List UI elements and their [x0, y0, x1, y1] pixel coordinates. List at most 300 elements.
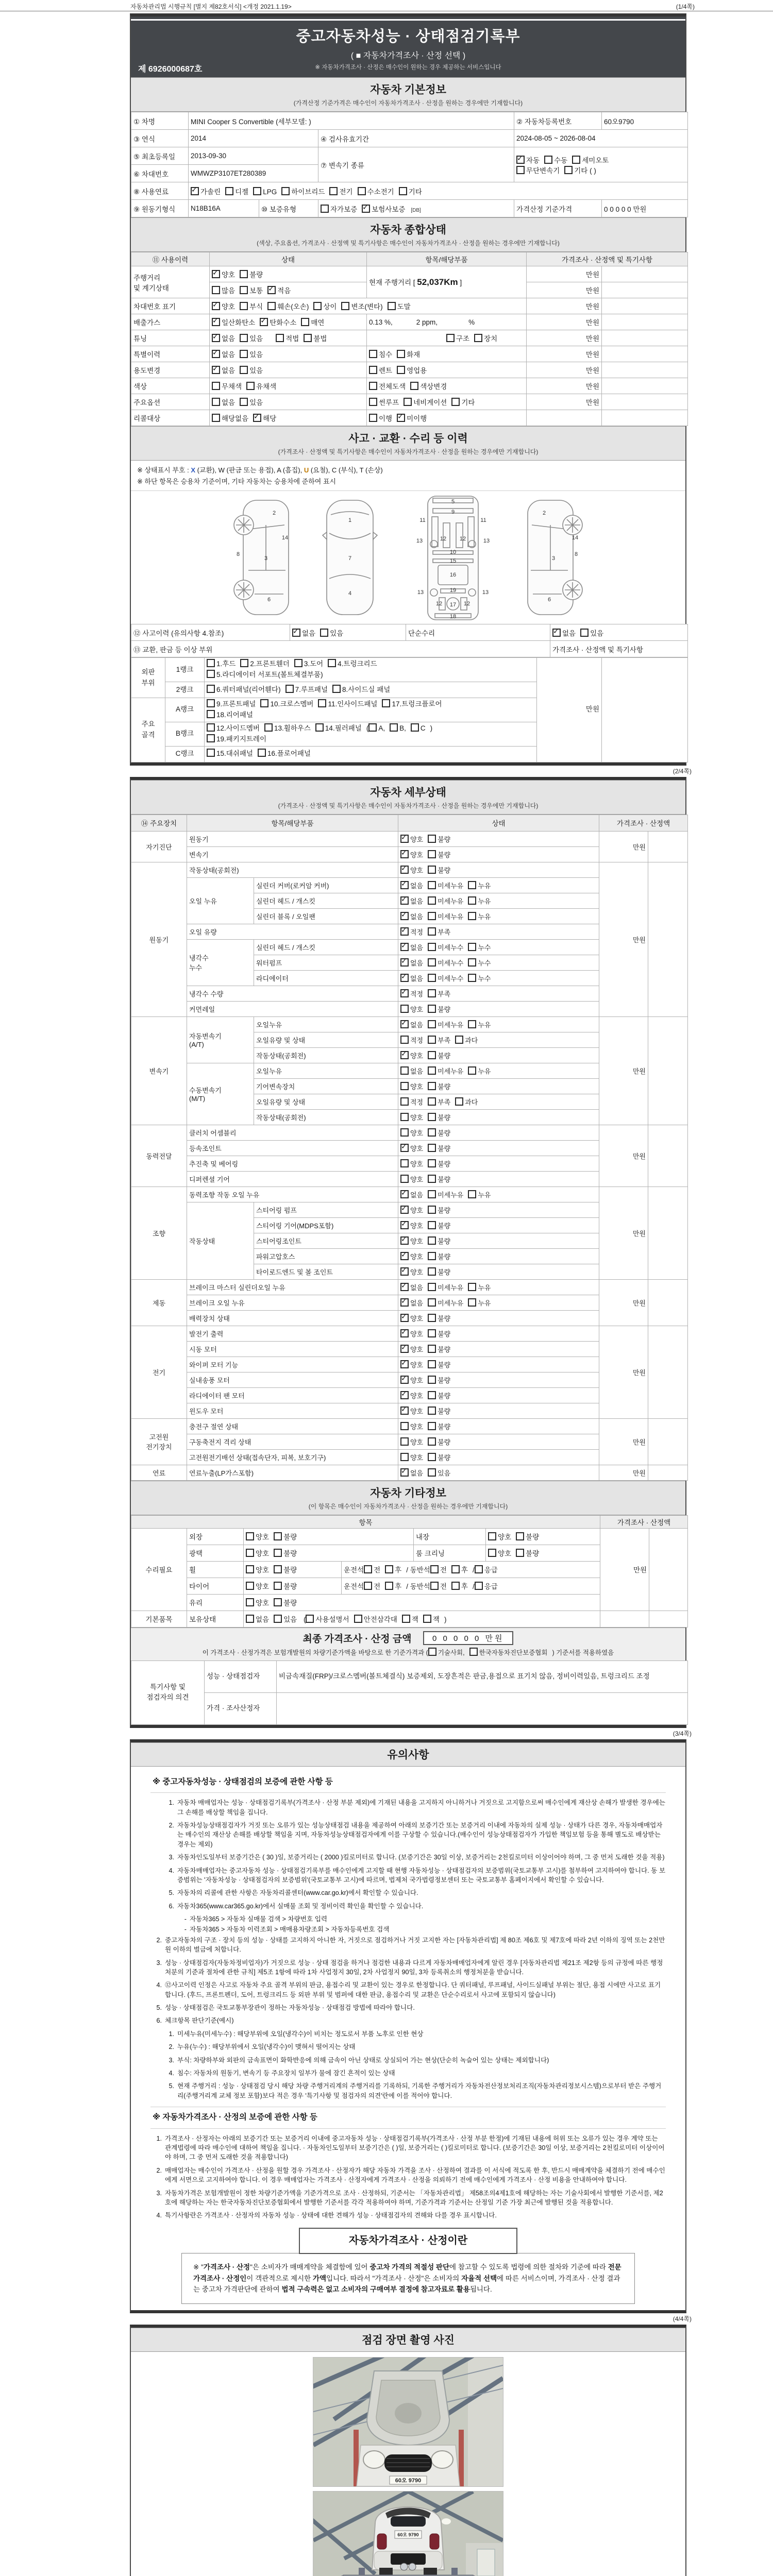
text: 연료누출(LP가스포함) [189, 1469, 254, 1477]
checkbox-후[interactable] [451, 1565, 460, 1573]
notice-item [150, 2029, 666, 2039]
checkbox-누유[interactable] [468, 1190, 476, 1198]
page-number-3: (3/4쪽) [673, 1730, 692, 1737]
checkbox-없음[interactable] [292, 629, 300, 637]
checkbox-미세누유[interactable] [428, 912, 436, 920]
checkbox-양호[interactable] [400, 1144, 409, 1152]
checkbox-19.패키지트레이[interactable] [207, 734, 215, 742]
form-cell [187, 1465, 398, 1480]
checkbox-option [400, 1375, 423, 1385]
checkbox-미세누유[interactable] [428, 896, 436, 905]
checkbox-누수[interactable] [468, 974, 476, 982]
checkbox-불량[interactable] [428, 850, 436, 858]
base-price-value [602, 200, 688, 217]
form-cell [131, 1279, 187, 1326]
checkbox-해당[interactable] [253, 414, 261, 422]
checkbox-영업용[interactable] [397, 366, 405, 374]
checkbox-상이[interactable] [313, 302, 322, 310]
checkbox-불량[interactable] [428, 1221, 436, 1229]
checkbox-적정[interactable] [400, 1036, 409, 1044]
checkbox-없음[interactable] [400, 1468, 409, 1477]
checkbox-누유[interactable] [468, 1283, 476, 1291]
checkbox-option [428, 1035, 450, 1045]
checkbox-미세누유[interactable] [428, 1298, 436, 1307]
checkbox-6.쿼터패널(리어휀다)[interactable] [207, 685, 215, 693]
checkbox-수소전기[interactable] [358, 187, 366, 195]
checkbox-양호[interactable] [400, 1267, 409, 1276]
checkbox-잭[interactable] [402, 1615, 410, 1623]
checkbox-16.플로어패널[interactable] [258, 749, 266, 757]
checkbox-양호[interactable] [246, 1549, 254, 1557]
checkbox-누유[interactable] [468, 881, 476, 889]
checkbox-15.대쉬패널[interactable] [207, 749, 215, 757]
checkbox-label: 양호 [256, 1583, 270, 1591]
form-cell [414, 1528, 486, 1545]
checkbox-불량[interactable] [516, 1549, 524, 1557]
checkbox-17.트렁크플로어[interactable] [382, 699, 390, 707]
form-cell [187, 1295, 398, 1310]
checkbox-label: 미세누유 [438, 1067, 464, 1075]
checkbox-option [428, 1421, 450, 1431]
text: 만원 [585, 383, 599, 391]
checkbox-전[interactable] [430, 1565, 439, 1573]
form-cell [398, 924, 599, 939]
form-cell [398, 893, 599, 908]
checkbox-적음[interactable] [267, 286, 276, 294]
checkbox-디젤[interactable] [225, 187, 233, 195]
checkbox-불량[interactable] [428, 1267, 436, 1276]
text: ⑤ 최초등록일 [133, 152, 176, 161]
checkbox-없음[interactable] [212, 366, 220, 374]
checkbox-label: 양호 [410, 1438, 424, 1446]
checkbox-응급[interactable] [472, 1582, 483, 1591]
checkbox-양호[interactable] [400, 1159, 409, 1167]
checkbox-label: 양호 [410, 1330, 424, 1338]
checkbox-option [580, 628, 603, 638]
checkbox-미세누수[interactable] [428, 974, 436, 982]
form-cell [367, 346, 527, 362]
section-subtitle: (가격조사 · 산정액 및 특기사항은 매수인이 자동차가격조사 · 산정을 원하는 경우에만 기재합니다) [278, 802, 539, 809]
checkbox-없음[interactable] [400, 974, 409, 982]
checkbox-양호[interactable] [212, 270, 220, 278]
checkbox-부식[interactable] [240, 302, 248, 310]
checkbox-양호[interactable] [400, 866, 409, 874]
warranty-type [318, 200, 514, 217]
text: 연료 [152, 1469, 166, 1477]
checkbox-누유[interactable] [468, 896, 476, 905]
checkbox-option [428, 1298, 463, 1308]
checkbox-불량[interactable] [274, 1549, 282, 1557]
notice-list-c [150, 2134, 666, 2221]
diagram-zone-3: 3 [264, 555, 268, 562]
checkbox-양호[interactable] [400, 1376, 409, 1384]
form-cell [131, 831, 187, 862]
checkbox-사용설명서[interactable] [306, 1615, 314, 1623]
checkbox-양호[interactable] [400, 1314, 409, 1322]
checkbox-가솔린[interactable] [191, 187, 199, 195]
checkbox-양호[interactable] [400, 1437, 409, 1446]
checkbox-12.사이드멤버[interactable] [207, 723, 215, 732]
checkbox-없음[interactable] [400, 912, 409, 920]
checkbox-없음[interactable] [212, 350, 220, 358]
text: 상태 [492, 820, 506, 828]
checkbox-후[interactable] [385, 1582, 393, 1590]
checkbox-장치[interactable] [474, 334, 482, 342]
checkbox-양호[interactable] [212, 302, 220, 310]
checkbox-없음[interactable] [400, 958, 409, 967]
text: ※ " [193, 2263, 204, 2271]
checkbox-불량[interactable] [428, 1422, 436, 1430]
notice-item [150, 1821, 666, 1849]
column-header [131, 815, 187, 831]
checkbox-잭[interactable] [423, 1615, 431, 1623]
checkbox-option [301, 317, 324, 327]
checkbox-해당없음[interactable] [212, 414, 220, 422]
checkbox-9.프론트패널[interactable] [207, 699, 215, 707]
checkbox-14.필러패널[interactable] [315, 723, 324, 732]
checkbox-B,[interactable] [390, 723, 398, 732]
checkbox-양호[interactable] [246, 1598, 254, 1606]
checkbox-있음[interactable] [320, 629, 328, 637]
checkbox-일산화탄소[interactable] [212, 318, 220, 326]
checkbox-label: 잭 [432, 1616, 440, 1624]
checkbox-양호[interactable] [400, 1175, 409, 1183]
text: 가격조사 · 산정 [203, 2263, 250, 2271]
checkbox-불량[interactable] [274, 1582, 282, 1590]
checkbox-부족[interactable] [428, 989, 436, 997]
checkbox-불량[interactable] [428, 866, 436, 874]
checkbox-도말[interactable] [388, 302, 396, 310]
checkbox-누유[interactable] [468, 1066, 476, 1075]
form-cell [367, 378, 527, 394]
checkbox-불량[interactable] [428, 1175, 436, 1183]
checkbox-option [212, 397, 235, 407]
checkbox-불량[interactable] [428, 1329, 436, 1337]
form-cell [602, 658, 688, 762]
form-cell [398, 1171, 599, 1187]
checkbox-없음[interactable] [400, 1066, 409, 1075]
checkbox-18.리어패널[interactable] [207, 710, 215, 718]
checkbox-option [400, 1190, 423, 1199]
checkbox-3.도어[interactable] [294, 659, 303, 667]
checkbox-label: 보험사보증 [372, 205, 406, 213]
checkbox-2.프론트휀더[interactable] [240, 659, 248, 667]
checkbox-label: 있음 [283, 1616, 297, 1624]
checkbox-전체도색[interactable] [369, 382, 377, 390]
checkbox-변조(변타)[interactable] [341, 302, 349, 310]
checkbox-불량[interactable] [428, 1113, 436, 1121]
checkbox-있음[interactable] [240, 366, 248, 374]
checkbox-미세누유[interactable] [428, 881, 436, 889]
checkbox-불량[interactable] [428, 1391, 436, 1399]
checkbox-불량[interactable] [428, 1453, 436, 1461]
checkbox-한국자동차진단보증협회[interactable] [469, 1648, 478, 1656]
checkbox-없음[interactable] [400, 896, 409, 905]
checkbox-불량[interactable] [274, 1598, 282, 1606]
form-cell [131, 698, 165, 762]
checkbox-7.루프패널[interactable] [285, 685, 294, 693]
text: 가액 [312, 2274, 327, 2282]
checkbox-누유[interactable] [468, 912, 476, 920]
checkbox-미세누유[interactable] [428, 1020, 436, 1028]
checkbox-양호[interactable] [400, 1005, 409, 1013]
checkbox-양호[interactable] [400, 1128, 409, 1137]
checkbox-없음[interactable] [400, 1283, 409, 1291]
checkbox-없음[interactable] [552, 629, 561, 637]
checkbox-없음[interactable] [212, 398, 220, 406]
checkbox-13.휠하우스[interactable] [264, 723, 273, 732]
checkbox-label: 불량 [438, 1052, 451, 1060]
notice-item [150, 1925, 666, 1934]
checkbox-option [428, 989, 450, 998]
notice-item-text: 누유(누수) : 해당부위에서 오일(냉각수)이 맺혀서 떨어지는 상태 [177, 2043, 356, 2051]
checkbox-불량[interactable] [428, 1376, 436, 1384]
checkbox-누수[interactable] [468, 958, 476, 967]
checkbox-없음[interactable] [400, 1190, 409, 1198]
checkbox-미세누수[interactable] [428, 958, 436, 967]
checkbox-불량[interactable] [516, 1532, 524, 1540]
checkbox-5.라디에이터 서포트(볼트체결부품)[interactable] [207, 670, 215, 678]
checkbox-기타[interactable] [399, 187, 407, 195]
checkbox-없음[interactable] [212, 334, 220, 342]
checkbox-없음[interactable] [246, 1615, 254, 1623]
checkbox-있음[interactable] [240, 334, 248, 342]
final-price-value: 0 0 0 0 0 만원 [423, 1631, 514, 1645]
checkbox-option [428, 1236, 450, 1246]
form-cell [514, 200, 602, 217]
checkbox-양호[interactable] [400, 1391, 409, 1399]
checkbox-불량[interactable] [428, 1437, 436, 1446]
text: ( [366, 724, 369, 732]
checkbox-자가보증[interactable] [321, 205, 329, 213]
checkbox-불량[interactable] [274, 1565, 282, 1573]
checkbox-있음[interactable] [240, 350, 248, 358]
checkbox-없음[interactable] [400, 1020, 409, 1028]
notice-item-text: ⑫사고이력 인정은 사고로 자동차 주요 골격 부위의 판금, 용접수리 및 교환이 있는 경우로 한정합니다. 단 쿼터패널, 루프패널, 사이드실패널 부위는 절단, 용접 시에만 사고로 표기합니다. (후드, 프론트펜더, 도어, 트렁크리드 등 외판 부위 및 범퍼에 대한 판금, 용접수리 및 교환은 단순수리로서 사고에 포함되지 않습니다) [165, 1981, 661, 1998]
checkbox-4.트렁크리드[interactable] [328, 659, 336, 667]
checkbox-자동[interactable] [516, 156, 525, 164]
checkbox-무단변속기[interactable] [516, 166, 525, 174]
checkbox-렌트[interactable] [369, 366, 377, 374]
checkbox-후[interactable] [385, 1565, 393, 1573]
form-cell [187, 1357, 398, 1372]
checkbox-부족[interactable] [428, 927, 436, 936]
checkbox-A,[interactable] [368, 723, 377, 732]
checkbox-탄화수소[interactable] [260, 318, 268, 326]
checkbox-양호[interactable] [400, 850, 409, 858]
checkbox-하이브리드[interactable] [281, 187, 290, 195]
form-cell [602, 282, 688, 298]
checkbox-option [399, 186, 422, 196]
checkbox-양호[interactable] [400, 1360, 409, 1368]
checkbox-세미오토[interactable] [572, 156, 580, 164]
checkbox-label: 양호 [410, 1392, 424, 1400]
checkbox-누수[interactable] [468, 943, 476, 951]
checkbox-양호[interactable] [400, 1422, 409, 1430]
checkbox-불량[interactable] [240, 270, 248, 278]
checkbox-양호[interactable] [400, 1406, 409, 1415]
form-cell [398, 1326, 599, 1341]
checkbox-양호[interactable] [246, 1532, 254, 1540]
text: 실내송풍 모터 [189, 1376, 230, 1384]
form-cell [187, 1434, 398, 1449]
accident-legend [131, 461, 685, 491]
notice-item [150, 2211, 666, 2220]
checkbox-훼손(오손)[interactable] [267, 302, 276, 310]
checkbox-불량[interactable] [428, 1082, 436, 1090]
checkbox-과다[interactable] [455, 1036, 463, 1044]
checkbox-option [304, 333, 327, 343]
checkbox-없음[interactable] [400, 943, 409, 951]
checkbox-적법[interactable] [276, 334, 284, 342]
checkbox-없음[interactable] [400, 881, 409, 889]
checkbox-양호[interactable] [400, 1221, 409, 1229]
checkbox-구조[interactable] [446, 334, 455, 342]
checkbox-기술사회,[interactable] [428, 1648, 436, 1656]
checkbox-불량[interactable] [428, 1159, 436, 1167]
checkbox-양호[interactable] [246, 1582, 254, 1590]
checkbox-양호[interactable] [400, 1082, 409, 1090]
checkbox-안전삼각대[interactable] [354, 1615, 362, 1623]
checkbox-양호[interactable] [400, 1252, 409, 1260]
checkbox-양호[interactable] [400, 1329, 409, 1337]
checkbox-적정[interactable] [400, 1097, 409, 1106]
checkbox-option [400, 1097, 423, 1107]
checkbox-미세누유[interactable] [428, 1066, 436, 1075]
checkbox-전[interactable] [364, 1565, 372, 1573]
checkbox-불량[interactable] [428, 1206, 436, 1214]
checkbox-양호[interactable] [400, 1113, 409, 1121]
checkbox-불량[interactable] [428, 1406, 436, 1415]
checkbox-1.후드[interactable] [207, 659, 215, 667]
checkbox-label: 전 [374, 1566, 381, 1574]
checkbox-불량[interactable] [428, 1128, 436, 1137]
checkbox-양호[interactable] [400, 1453, 409, 1461]
checkbox-미세누수[interactable] [428, 943, 436, 951]
checkbox-응급[interactable] [472, 1565, 483, 1574]
checkbox-11.인사이드패널[interactable] [318, 699, 326, 707]
form-cell [398, 1109, 599, 1125]
form-cell [398, 1094, 599, 1109]
checkbox-수동[interactable] [544, 156, 552, 164]
checkbox-전[interactable] [430, 1582, 439, 1590]
diagram-zone-12: 12 [459, 536, 466, 543]
checkbox-양호[interactable] [400, 1345, 409, 1353]
checkbox-미이행[interactable] [397, 414, 405, 422]
checkbox-누유[interactable] [468, 1298, 476, 1307]
checkbox-침수[interactable] [369, 350, 377, 358]
checkbox-없음[interactable] [400, 1298, 409, 1307]
checkbox-양호[interactable] [400, 1051, 409, 1059]
text: 부위 [141, 679, 155, 687]
checkbox-과다[interactable] [455, 1097, 463, 1106]
checkbox-불량[interactable] [428, 1005, 436, 1013]
checkbox-option [253, 187, 277, 196]
checkbox-매연[interactable] [301, 318, 309, 326]
text: 만원 [585, 705, 599, 714]
checkbox-미세누유[interactable] [428, 1190, 436, 1198]
checkbox-무채색[interactable] [212, 382, 220, 390]
checkbox-기타[interactable] [451, 398, 460, 406]
checkbox-양호[interactable] [488, 1549, 496, 1557]
checkbox-양호[interactable] [400, 1206, 409, 1214]
checkbox-양호[interactable] [488, 1532, 496, 1540]
checkbox-있음[interactable] [274, 1615, 282, 1623]
form-cell [187, 1171, 398, 1187]
checkbox-유채색[interactable] [246, 382, 255, 390]
checkbox-불량[interactable] [428, 1360, 436, 1368]
text: 작동상태(공회전) [189, 866, 239, 874]
checkbox-있음[interactable] [240, 398, 248, 406]
checkbox-보통[interactable] [240, 286, 248, 294]
checkbox-전기[interactable] [329, 187, 338, 195]
checkbox-전[interactable] [364, 1582, 372, 1590]
checkbox-option [428, 1159, 450, 1168]
checkbox-불량[interactable] [428, 1314, 436, 1322]
checkbox-8.사이드실 패널[interactable] [332, 685, 341, 693]
checkbox-label: 누유 [478, 1191, 491, 1199]
checkbox-불량[interactable] [274, 1532, 282, 1540]
checkbox-많음[interactable] [212, 286, 220, 294]
checkbox-적정[interactable] [400, 927, 409, 936]
checkbox-있음[interactable] [428, 1468, 436, 1477]
checkbox-있음[interactable] [580, 629, 589, 637]
field-label-reg-no [514, 112, 602, 130]
checkbox-label: 불량 [438, 1082, 451, 1091]
checkbox-기타 ( )[interactable] [564, 166, 573, 174]
checkbox-누유[interactable] [468, 1020, 476, 1028]
checkbox-label: 수동 [554, 156, 568, 164]
checkbox-후[interactable] [451, 1582, 460, 1590]
checkbox-불량[interactable] [428, 1345, 436, 1353]
form-cell [398, 1357, 599, 1372]
checkbox-네비게이션[interactable] [404, 398, 412, 406]
checkbox-썬루프[interactable] [369, 398, 377, 406]
checkbox-보험사보증[interactable] [362, 205, 370, 213]
checkbox-미세누유[interactable] [428, 1283, 436, 1291]
checkbox-option [428, 896, 463, 906]
checkbox-C[interactable] [411, 723, 419, 732]
text: 2랭크 [176, 685, 194, 693]
form-cell [210, 330, 367, 346]
checkbox-불량[interactable] [428, 1051, 436, 1059]
text: T [359, 466, 364, 474]
checkbox-불법[interactable] [304, 334, 312, 342]
checkbox-LPG[interactable] [253, 187, 261, 195]
checkbox-10.크로스멤버[interactable] [260, 699, 268, 707]
checkbox-양호[interactable] [400, 1236, 409, 1245]
text: 자동변속기 [189, 1032, 222, 1041]
checkbox-option [400, 927, 423, 937]
checkbox-option [246, 1597, 269, 1607]
text: 60오9790 [604, 117, 634, 126]
checkbox-적정[interactable] [400, 989, 409, 997]
checkbox-불량[interactable] [428, 1144, 436, 1152]
form-cell [210, 378, 367, 394]
checkbox-이행[interactable] [369, 414, 377, 422]
checkbox-양호[interactable] [246, 1565, 254, 1573]
form-cell [398, 970, 599, 986]
checkbox-화재[interactable] [397, 350, 405, 358]
checkbox-불량[interactable] [428, 1236, 436, 1245]
form-cell [205, 682, 537, 698]
checkbox-부족[interactable] [428, 1036, 436, 1044]
checkbox-불량[interactable] [428, 835, 436, 843]
checkbox-불량[interactable] [428, 1252, 436, 1260]
checkbox-양호[interactable] [400, 835, 409, 843]
checkbox-색상변경[interactable] [410, 382, 418, 390]
checkbox-부족[interactable] [428, 1097, 436, 1106]
